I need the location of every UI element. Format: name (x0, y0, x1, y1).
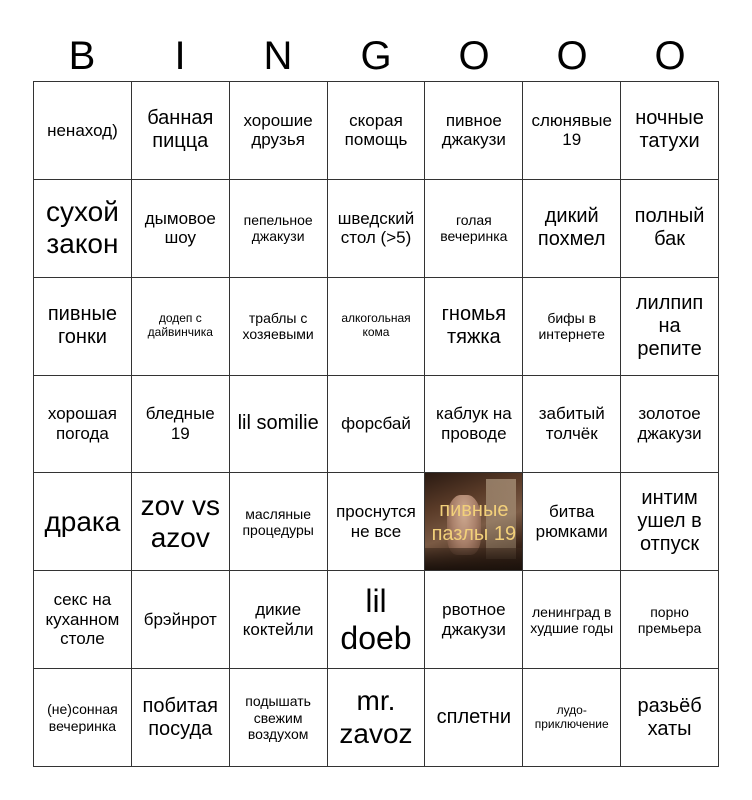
bingo-cell[interactable] (425, 376, 523, 474)
bingo-cell[interactable] (621, 82, 719, 180)
bingo-cell[interactable] (621, 473, 719, 571)
bingo-cell[interactable] (328, 180, 426, 278)
bingo-cell[interactable] (425, 669, 523, 767)
bingo-cell[interactable] (132, 473, 230, 571)
cell-text: забитый толчёк (538, 404, 605, 443)
cell-text: додеп с дайвинчика (147, 311, 213, 340)
free-space-text: пивные пазлы 19 (431, 498, 517, 545)
cell-text: бледные 19 (145, 404, 215, 443)
cell-text: ненаход) (47, 120, 118, 140)
cell-text: слюнявые 19 (531, 110, 612, 150)
bingo-cell[interactable] (523, 278, 621, 376)
cell-text: алкогольная кома (341, 311, 411, 340)
cell-text: побитая посуда (142, 694, 218, 740)
bingo-cell[interactable] (523, 571, 621, 669)
cell-text: проснутся не все (336, 502, 416, 541)
cell-text: разьёб хаты (637, 694, 702, 740)
header-letter: O (458, 34, 490, 78)
cell-text: подышать свежим воздухом (245, 693, 311, 742)
header-letter: N (263, 34, 293, 78)
bingo-cell[interactable] (621, 180, 719, 278)
header-letter: G (360, 34, 392, 78)
cell-text: mr. zavoz (339, 685, 413, 749)
cell-text: масляные процедуры (242, 505, 314, 538)
cell-text: хорошая погода (47, 404, 117, 443)
bingo-cell[interactable] (132, 180, 230, 278)
cell-text: золотое джакузи (637, 404, 702, 443)
cell-text: банная пицца (147, 107, 214, 153)
cell-text: пивное джакузи (441, 110, 506, 150)
bingo-cell[interactable] (132, 278, 230, 376)
cell-text: дикие коктейли (242, 600, 314, 639)
cell-text: интим ушел в отпуск (637, 487, 702, 556)
bingo-cell[interactable] (328, 473, 426, 571)
cell-text: гномья тяжка (441, 303, 507, 349)
bingo-cell[interactable] (34, 473, 132, 571)
cell-text: траблы с хозяевыми (242, 310, 314, 343)
bingo-cell[interactable] (230, 376, 328, 474)
bingo-cell[interactable] (621, 278, 719, 376)
cell-text: брэйнрот (143, 609, 217, 629)
cell-text: драка (44, 505, 121, 537)
bingo-cell[interactable] (328, 278, 426, 376)
bingo-cell[interactable] (230, 278, 328, 376)
cell-text: секс на куханном столе (45, 590, 120, 649)
cell-text: шведский стол (>5) (337, 208, 415, 248)
bingo-cell[interactable] (621, 669, 719, 767)
bingo-cell[interactable] (621, 376, 719, 474)
bingo-cell[interactable] (34, 669, 132, 767)
cell-text: сухой закон (45, 196, 119, 260)
bingo-cell[interactable] (621, 571, 719, 669)
cell-text: каблук на проводе (436, 404, 512, 443)
header-letter: I (174, 34, 186, 78)
cell-text: рвотное джакузи (441, 600, 506, 639)
cell-text: порно премьера (637, 603, 702, 636)
bingo-cell[interactable] (328, 571, 426, 669)
bingo-grid (33, 81, 719, 767)
cell-text: lil somilie (237, 412, 319, 435)
cell-text: lil doeb (340, 582, 412, 656)
header-letter: B (68, 34, 96, 78)
cell-text: бифы в интернете (538, 310, 605, 343)
cell-text: лудо-приключение (534, 702, 609, 731)
header-letter: O (556, 34, 588, 78)
bingo-cell[interactable] (34, 82, 132, 180)
bingo-cell[interactable] (523, 473, 621, 571)
bingo-cell[interactable] (523, 669, 621, 767)
bingo-cell[interactable] (34, 278, 132, 376)
bingo-cell[interactable] (425, 82, 523, 180)
cell-text: голая вечеринка (440, 212, 508, 245)
bingo-cell[interactable] (230, 473, 328, 571)
bingo-cell[interactable] (328, 669, 426, 767)
cell-text: полный бак (634, 205, 705, 251)
bingo-cell[interactable] (425, 571, 523, 669)
bingo-cell[interactable] (132, 82, 230, 180)
bingo-cell[interactable] (328, 82, 426, 180)
cell-text: битва рюмками (535, 502, 608, 541)
bingo-cell[interactable] (523, 376, 621, 474)
bingo-cell[interactable] (328, 376, 426, 474)
cell-text: ночные татухи (635, 107, 704, 153)
bingo-cell[interactable] (34, 376, 132, 474)
cell-text: zov vs azov (140, 489, 220, 553)
bingo-cell[interactable] (230, 669, 328, 767)
bingo-cell[interactable] (132, 571, 230, 669)
bingo-cell[interactable] (34, 571, 132, 669)
bingo-header (33, 30, 719, 82)
cell-text: лилпип на репите (635, 291, 704, 360)
cell-text: (не)сонная вечеринка (47, 701, 118, 734)
header-letter: O (654, 34, 686, 78)
cell-text: дымовое шоу (144, 208, 216, 248)
bingo-cell[interactable] (523, 82, 621, 180)
bingo-cell[interactable] (523, 180, 621, 278)
bingo-cell[interactable] (230, 82, 328, 180)
bingo-cell[interactable] (230, 180, 328, 278)
cell-text: сплетни (436, 706, 512, 729)
bingo-cell[interactable] (425, 180, 523, 278)
free-space-cell[interactable] (425, 473, 523, 571)
cell-text: скорая помощь (344, 110, 408, 150)
bingo-cell[interactable] (34, 180, 132, 278)
bingo-cell[interactable] (230, 571, 328, 669)
cell-text: дикий похмел (537, 205, 606, 251)
cell-text: пивные гонки (47, 303, 117, 349)
cell-text: хорошие друзья (243, 110, 313, 150)
bingo-cell[interactable] (132, 376, 230, 474)
cell-text: пепельное джакузи (243, 212, 313, 245)
bingo-cell[interactable] (132, 669, 230, 767)
cell-text: форсбай (341, 414, 411, 434)
bingo-cell[interactable] (425, 278, 523, 376)
cell-text: ленинград в худшие годы (530, 603, 614, 636)
